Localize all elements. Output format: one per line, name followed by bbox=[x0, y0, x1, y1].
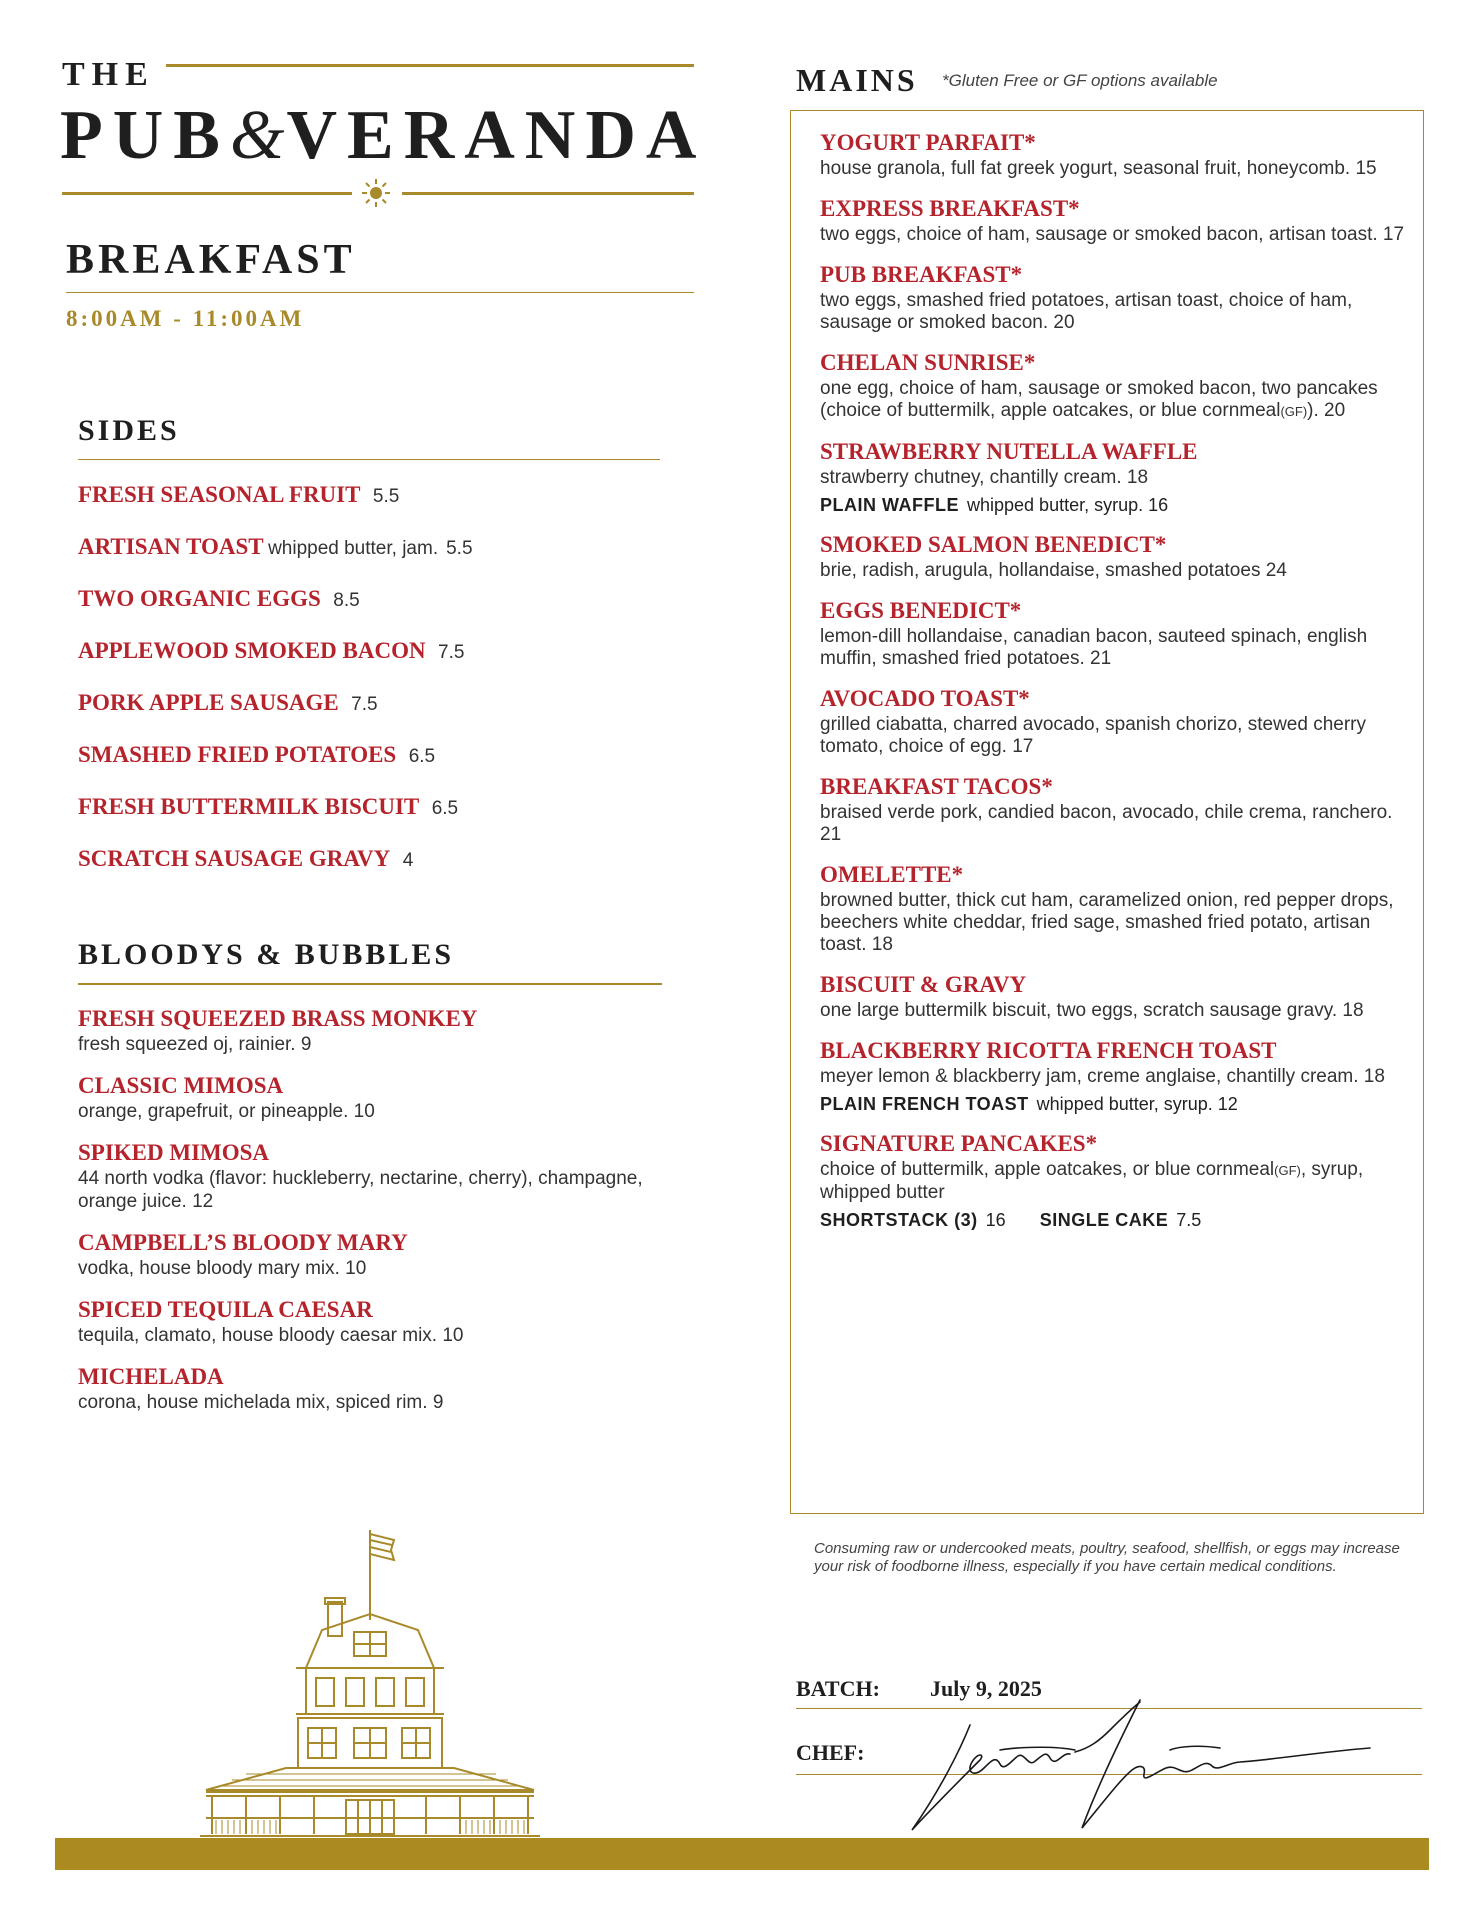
drink-name: MICHELADA bbox=[78, 1364, 224, 1389]
main-item-desc: strawberry chutney, chantilly cream. 18 bbox=[820, 467, 1149, 488]
main-item-desc: house granola, full fat greek yogurt, seasonal fruit, honeycomb. 15 bbox=[820, 158, 1377, 179]
drink-name: SPIKED MIMOSA bbox=[78, 1140, 270, 1165]
main-item-desc: one large buttermilk biscuit, two eggs, scratch sausage gravy. 18 bbox=[820, 1000, 1364, 1021]
main-item-variant bbox=[820, 1209, 1410, 1231]
drink-item bbox=[78, 1006, 678, 1056]
main-item-name: AVOCADO TOAST* bbox=[820, 686, 1030, 711]
footer-bar bbox=[55, 1838, 1429, 1870]
side-item-price: 5.5 bbox=[446, 538, 473, 559]
variant-desc: whipped butter, syrup. 12 bbox=[1036, 1094, 1238, 1114]
drink-name: FRESH SQUEEZED BRASS MONKEY bbox=[78, 1006, 478, 1031]
drink-desc: vodka, house bloody mary mix. 10 bbox=[78, 1258, 367, 1279]
meal-hours: 8:00AM - 11:00AM bbox=[66, 306, 305, 331]
sides-title: SIDES bbox=[78, 414, 180, 447]
bloodys-title: BLOODYS & BUBBLES bbox=[78, 938, 455, 971]
side-item-price: 6.5 bbox=[408, 746, 436, 767]
drink-desc: tequila, clamato, house bloody caesar mix. 10 bbox=[78, 1325, 464, 1346]
gf-marker: (GF) bbox=[1280, 404, 1308, 419]
drink-desc: corona, house michelada mix, spiced rim. 9 bbox=[78, 1392, 444, 1413]
mains-title: MAINS bbox=[796, 62, 918, 98]
gf-marker: (GF) bbox=[1274, 1163, 1301, 1178]
brand-ampersand: & bbox=[230, 97, 287, 174]
side-item-name: ARTISAN TOAST bbox=[78, 534, 264, 559]
drink-name: SPICED TEQUILA CAESAR bbox=[78, 1297, 373, 1322]
side-item bbox=[78, 846, 638, 898]
main-item bbox=[820, 1038, 1410, 1115]
main-item bbox=[820, 130, 1410, 180]
main-item-name: SMOKED SALMON BENEDICT* bbox=[820, 532, 1167, 557]
main-item bbox=[820, 196, 1410, 246]
main-item-name: BREAKFAST TACOS* bbox=[820, 774, 1053, 799]
main-item-desc: grilled ciabatta, charred avocado, spanish chorizo, stewed cherry tomato, choice of egg. 17 bbox=[820, 714, 1367, 757]
main-item bbox=[820, 350, 1410, 423]
side-item bbox=[78, 638, 638, 690]
main-item-name: OMELETTE* bbox=[820, 862, 964, 887]
drink-item bbox=[78, 1140, 678, 1213]
drink-name: CLASSIC MIMOSA bbox=[78, 1073, 284, 1098]
building-illustration bbox=[186, 1528, 556, 1840]
chef-signature bbox=[900, 1690, 1380, 1840]
side-item-desc: whipped butter, jam. bbox=[268, 538, 439, 559]
meal-title: BREAKFAST bbox=[66, 237, 356, 283]
main-item-name: YOGURT PARFAIT* bbox=[820, 130, 1036, 155]
main-item-desc-part: one egg, choice of ham, sausage or smoked bacon, two pancakes (choice of buttermilk, apple oatcakes, or blue cornmeal bbox=[820, 378, 1378, 421]
main-item-desc: brie, radish, arugula, hollandaise, smashed potatoes 24 bbox=[820, 560, 1287, 581]
bloodys-list bbox=[78, 1006, 678, 1431]
side-item-price: 6.5 bbox=[431, 798, 459, 819]
side-item-name: APPLEWOOD SMOKED BACON bbox=[78, 638, 426, 663]
main-item bbox=[820, 686, 1410, 758]
side-item-name: SMASHED FRIED POTATOES bbox=[78, 742, 397, 767]
batch-date: July 9, 2025 bbox=[930, 1676, 1042, 1701]
mains-gf-note: *Gluten Free or GF options available bbox=[942, 71, 1218, 90]
side-item-price: 8.5 bbox=[333, 590, 360, 611]
drink-name: CAMPBELL’S BLOODY MARY bbox=[78, 1230, 408, 1255]
bloodys-rule bbox=[78, 983, 662, 985]
main-item-desc: lemon-dill hollandaise, canadian bacon, sauteed spinach, english muffin, smashed fried potatoes. 21 bbox=[820, 626, 1368, 669]
side-item-name: TWO ORGANIC EGGS bbox=[78, 586, 321, 611]
variant-name: PLAIN WAFFLE bbox=[820, 495, 959, 515]
side-item bbox=[78, 586, 638, 638]
main-item-variant bbox=[820, 494, 1410, 516]
main-item bbox=[820, 598, 1410, 670]
meal-title-rule bbox=[66, 292, 694, 293]
main-item-name: SIGNATURE PANCAKES* bbox=[820, 1131, 1098, 1156]
batch-label: BATCH: bbox=[796, 1676, 880, 1701]
main-item-desc bbox=[820, 378, 1410, 423]
main-item bbox=[820, 774, 1410, 846]
brand-name bbox=[60, 96, 706, 176]
mains-list bbox=[820, 130, 1410, 1247]
drink-desc: 44 north vodka (flavor: huckleberry, nectarine, cherry), champagne, orange juice. 12 bbox=[78, 1168, 643, 1212]
side-item-name: SCRATCH SAUSAGE GRAVY bbox=[78, 846, 391, 871]
side-item-name: FRESH BUTTERMILK BISCUIT bbox=[78, 794, 420, 819]
variant-desc: whipped butter, syrup. 16 bbox=[967, 495, 1169, 515]
main-item-name: EXPRESS BREAKFAST* bbox=[820, 196, 1080, 221]
main-item-name: PUB BREAKFAST* bbox=[820, 262, 1023, 287]
main-item bbox=[820, 972, 1410, 1022]
side-item bbox=[78, 794, 638, 846]
side-item bbox=[78, 690, 638, 742]
side-item bbox=[78, 742, 638, 794]
side-item bbox=[78, 534, 638, 586]
drink-item bbox=[78, 1230, 678, 1280]
variant-name: PLAIN FRENCH TOAST bbox=[820, 1094, 1029, 1114]
main-item bbox=[820, 862, 1410, 956]
side-item-price: 7.5 bbox=[438, 642, 465, 663]
main-item-name: BISCUIT & GRAVY bbox=[820, 972, 1027, 997]
main-item bbox=[820, 439, 1410, 516]
drink-item bbox=[78, 1364, 678, 1414]
side-item-name: FRESH SEASONAL FRUIT bbox=[78, 482, 361, 507]
main-item bbox=[820, 532, 1410, 582]
sides-list bbox=[78, 482, 638, 898]
main-item bbox=[820, 1131, 1410, 1231]
main-item-desc-part: choice of buttermilk, apple oatcakes, or blue cornmeal bbox=[820, 1159, 1275, 1180]
main-item-desc-part: , syrup, whipped butter bbox=[820, 1159, 1364, 1203]
side-item-price: 5.5 bbox=[372, 486, 400, 507]
chef-label: CHEF: bbox=[796, 1740, 865, 1765]
variant-name: SHORTSTACK (3) bbox=[820, 1210, 978, 1230]
main-item-name: STRAWBERRY NUTELLA WAFFLE bbox=[820, 439, 1198, 464]
food-safety-disclaimer: Consuming raw or undercooked meats, poultry, seafood, shellfish, or eggs may increase your risk of foodborne illness, especially if you have certain medical conditions. bbox=[814, 1540, 1400, 1575]
main-item-variant bbox=[820, 1093, 1410, 1115]
main-item-name: EGGS BENEDICT* bbox=[820, 598, 1022, 623]
main-item-desc: browned butter, thick cut ham, caramelized onion, red pepper drops, beechers white cheddar, fried sage, smashed fried potato, artisan toast. 18 bbox=[820, 890, 1394, 955]
variant-desc: 7.5 bbox=[1176, 1210, 1202, 1230]
main-item-desc: meyer lemon & blackberry jam, creme anglaise, chantilly cream. 18 bbox=[820, 1066, 1385, 1087]
side-item bbox=[78, 482, 638, 534]
brand-name-left: PUB bbox=[60, 97, 230, 174]
main-item-desc: two eggs, choice of ham, sausage or smoked bacon, artisan toast. 17 bbox=[820, 224, 1405, 245]
main-item-name: CHELAN SUNRISE* bbox=[820, 350, 1036, 375]
brand-name-right: VERANDA bbox=[286, 97, 707, 174]
main-item-desc: braised verde pork, candied bacon, avocado, chile crema, ranchero. 21 bbox=[820, 802, 1393, 845]
drink-item bbox=[78, 1297, 678, 1347]
variant-desc: 16 bbox=[985, 1210, 1006, 1230]
main-item-desc-part: ). 20 bbox=[1307, 400, 1346, 421]
header-top-rule bbox=[166, 64, 694, 67]
side-item-name: PORK APPLE SAUSAGE bbox=[78, 690, 339, 715]
drink-item bbox=[78, 1073, 678, 1123]
header-bottom-rule-right bbox=[402, 192, 694, 195]
drink-desc: fresh squeezed oj, rainier. 9 bbox=[78, 1034, 312, 1055]
sun-icon bbox=[361, 178, 391, 208]
brand-the: THE bbox=[62, 56, 155, 93]
header-bottom-rule-left bbox=[62, 192, 352, 195]
main-item-desc: two eggs, smashed fried potatoes, artisan toast, choice of ham, sausage or smoked bacon. 20 bbox=[820, 290, 1353, 333]
side-item-price: 4 bbox=[402, 850, 414, 871]
main-item bbox=[820, 262, 1410, 334]
sides-rule bbox=[78, 459, 660, 460]
main-item-name: BLACKBERRY RICOTTA FRENCH TOAST bbox=[820, 1038, 1277, 1063]
side-item-price: 7.5 bbox=[351, 694, 378, 715]
drink-desc: orange, grapefruit, or pineapple. 10 bbox=[78, 1101, 375, 1122]
variant-name: SINGLE CAKE bbox=[1039, 1210, 1169, 1230]
main-item-desc bbox=[820, 1159, 1410, 1204]
